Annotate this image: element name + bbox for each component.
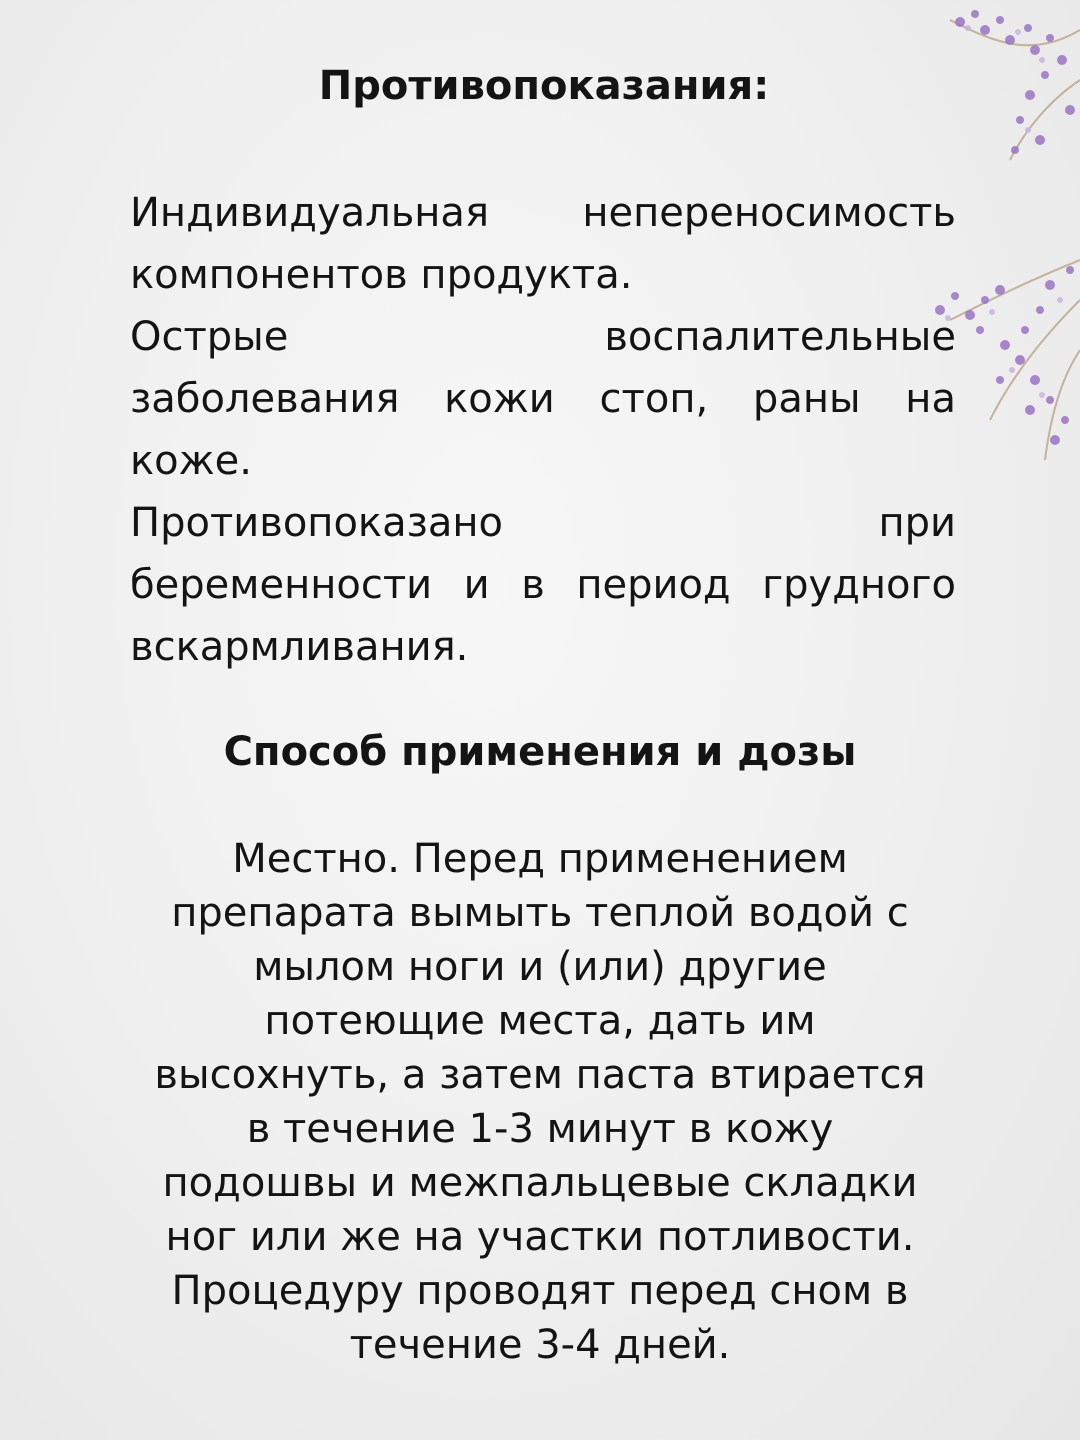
contraindications-word: на [905,376,956,422]
usage-line: препарата вымыть теплой водой с [171,890,909,936]
usage-line: мылом ноги и (или) другие [253,944,827,990]
contraindications-word: Противопоказано [130,500,503,546]
contraindications-line [130,492,956,554]
contraindications-text [130,182,956,678]
contraindications-word: кожи [444,376,555,422]
contraindications-line [130,554,956,616]
contraindications-word: раны [752,376,861,422]
contraindications-word: непереносимость [582,190,956,236]
usage-line: высохнуть, а затем паста втирается [154,1052,926,1098]
usage-line: течение 3-4 дней. [349,1322,731,1368]
contraindications-word: при [878,500,956,546]
usage-line: подошвы и межпальцевые складки [162,1160,918,1206]
usage-text [0,832,1080,1372]
contraindications-word: беременности [130,562,433,608]
contraindications-line [130,244,956,306]
contraindications-line [130,430,956,492]
contraindications-word: Индивидуальная [130,190,490,236]
usage-line: ног или же на участки потливости. [165,1214,915,1260]
contraindications-word: период [576,562,731,608]
contraindications-word: Острые [130,314,289,360]
usage-heading: Способ применения и дозы [223,729,857,775]
contraindications-line [130,368,956,430]
usage-line: потеющие места, дать им [264,998,816,1044]
contraindications-word: компонентов продукта. [130,252,633,298]
contraindications-line [130,306,956,368]
contraindications-word: заболевания [130,376,400,422]
contraindications-word: и [463,562,490,608]
contraindications-line [130,182,956,244]
contraindications-word: вскармливания. [130,624,469,670]
contraindications-word: воспалительные [604,314,956,360]
contraindications-heading: Противопоказания: [318,63,770,109]
usage-line: Процедуру проводят перед сном в [171,1268,909,1314]
contraindications-word: в [521,562,545,608]
contraindications-word: грудного [762,562,956,608]
usage-line: в течение 1-3 минут в кожу [246,1106,834,1152]
contraindications-word: коже. [130,438,252,484]
contraindications-line [130,616,956,678]
contraindications-word: стоп, [599,376,709,422]
usage-line: Местно. Перед применением [232,836,848,882]
